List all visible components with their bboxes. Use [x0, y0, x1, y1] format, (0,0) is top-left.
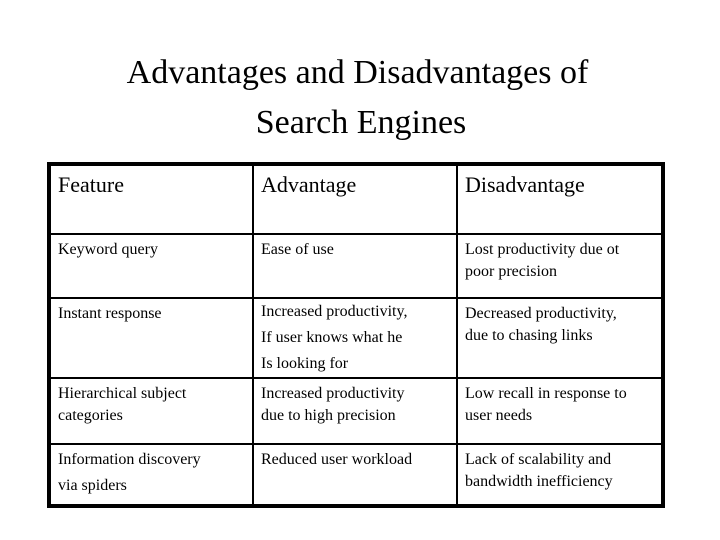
cell-line: categories — [58, 407, 123, 424]
header-advantage: Advantage — [253, 164, 457, 234]
disadvantage-cell — [457, 444, 663, 506]
table-row — [49, 444, 663, 506]
cell-line: Lack of scalability and — [465, 451, 612, 468]
cell-line: poor precision — [465, 263, 557, 280]
cell-line: Keyword query — [58, 241, 158, 258]
table-header-row — [49, 164, 663, 234]
cell-line: due to high precision — [261, 407, 396, 424]
table-row — [49, 234, 663, 298]
cell-line: Hierarchical subject — [58, 385, 187, 402]
advantage-cell — [253, 378, 457, 444]
cell-line: via spiders — [58, 477, 127, 494]
feature-cell — [49, 234, 253, 298]
header-feature: Feature — [49, 164, 253, 234]
table-row — [49, 378, 663, 444]
cell-line: due to chasing links — [465, 327, 593, 344]
feature-cell — [49, 378, 253, 444]
advantage-cell — [253, 298, 457, 378]
header-disadvantage: Disadvantage — [457, 164, 663, 234]
table-row — [49, 298, 663, 378]
disadvantage-cell — [457, 378, 663, 444]
page-title-line-2: Search Engines — [255, 104, 467, 141]
cell-line: Instant response — [58, 305, 162, 322]
disadvantage-cell — [457, 234, 663, 298]
feature-cell — [49, 298, 253, 378]
cell-line: Reduced user workload — [261, 451, 413, 468]
cell-line: If user knows what he — [261, 329, 403, 346]
cell-line: Ease of use — [261, 241, 334, 258]
cell-line: bandwidth inefficiency — [465, 473, 613, 490]
cell-line: Information discovery — [58, 451, 201, 468]
advantage-cell — [253, 234, 457, 298]
disadvantage-cell — [457, 298, 663, 378]
cell-line: user needs — [465, 407, 533, 424]
feature-cell — [49, 444, 253, 506]
cell-line: Increased productivity — [261, 385, 405, 402]
cell-line: Low recall in response to — [465, 385, 627, 402]
cell-line: Is looking for — [261, 355, 349, 372]
cell-line: Decreased productivity, — [465, 305, 617, 322]
page-title-line-1: Advantages and Disadvantages of — [126, 54, 589, 91]
cell-line: Lost productivity due ot — [465, 241, 620, 258]
advantage-cell — [253, 444, 457, 506]
cell-line: Increased productivity, — [261, 303, 408, 320]
comparison-table — [47, 162, 665, 508]
page-title — [0, 48, 720, 148]
